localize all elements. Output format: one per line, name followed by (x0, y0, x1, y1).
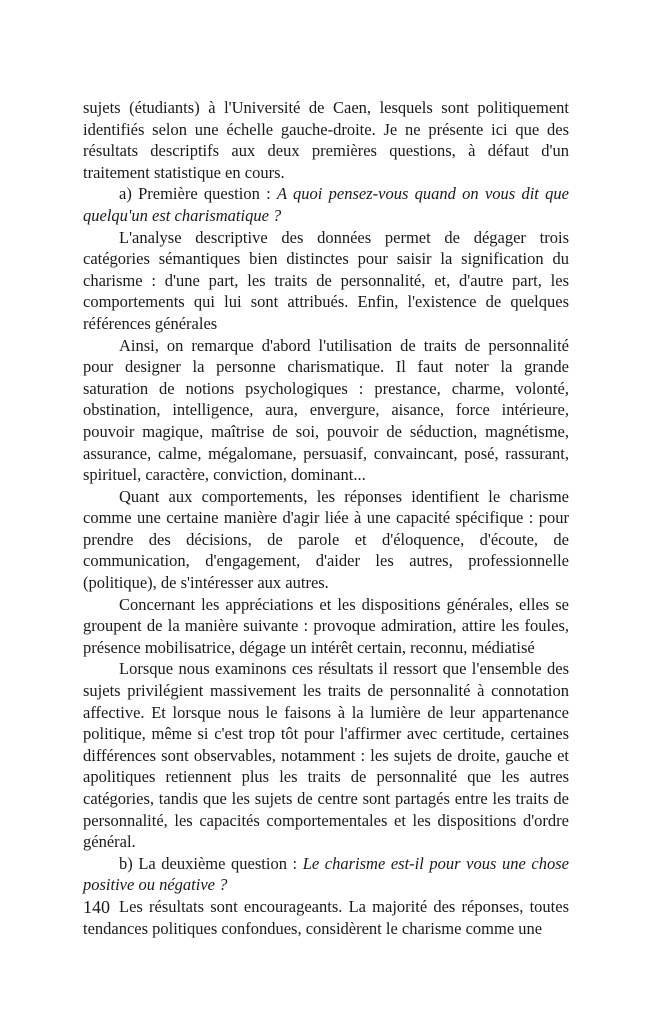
question-two-label: b) La deuxième question : (119, 853, 303, 873)
paragraph-analysis: L'analyse descriptive des données permet de dégager trois catégories sémantiques bien distinctes pour saisir la signification du charisme : d'une part, les traits de personnalité, et, d'autre part, les comportements qui lui sont attribués. Enfin, l'existence de quelques références générales (83, 227, 569, 333)
question-two (83, 853, 569, 896)
page-number: 140 (83, 897, 110, 917)
paragraph-results-encouraging: Les résultats sont encourageants. La majorité des réponses, toutes tendances politiques confondues, considèrent le charisme comme une (83, 896, 569, 938)
paragraph-personality-traits: Ainsi, on remarque d'abord l'utilisation de traits de personnalité pour designer la personne charismatique. Il faut noter la grande saturation de notions psychologiques : prestance, charme, volonté, obstination, intelligence, aura, envergure, aisance, force intérieure, pouvoir magique, maîtrise de soi, pouvoir de séduction, magnétisme, assurance, calme, mégalomane, persuasif, convaincant, posé, rassurant, spirituel, caractère, conviction, dominant... (83, 335, 569, 485)
question-one-text: A quoi pensez-vous quand on vous dit que quelqu'un est charismatique ? (83, 184, 569, 225)
paragraph-general-dispositions: Concernant les appréciations et les dispositions générales, elles se groupent de la manière suivante : provoque admiration, attire les foules, présence mobilisatrice, dégage un intérêt certain, reconnu, médiatisé (83, 594, 569, 657)
question-one (83, 183, 569, 226)
question-two-text: Le charisme est-il pour vous une chose positive ou négative ? (83, 853, 569, 895)
paragraph-behaviors: Quant aux comportements, les réponses identifient le charisme comme une certaine manière d'agir liée à une capacité spécifique : pour prendre des décisions, de parole et d'éloquence, d'écoute, de communication, d'engagement, d'aider les autres, professionnelle (politique), de s'intéresser aux autres. (83, 486, 569, 593)
paragraph-intro: sujets (étudiants) à l'Université de Caen, lesquels sont politiquement identifiés selon une échelle gauche-droite. Je ne présente ici que des résultats descriptifs aux deux premières questions, à défaut d'un traitement statistique en cours. (83, 98, 569, 182)
question-one-label: a) Première question : (119, 184, 277, 204)
page-body (83, 97, 569, 939)
paragraph-results-analysis: Lorsque nous examinons ces résultats il ressort que l'ensemble des sujets privilégient massivement les traits de personnalité à connotation affective. Et lorsque nous le faisons à la lumière de leur appartenance politique, même si c'est trop tôt pour l'affirmer avec certitude, certaines différences sont observables, notamment : les sujets de droite, gauche et apolitiques retiennent plus les traits de personnalité que les autres catégories, tandis que les sujets de centre sont partagés entre les traits de personnalité, les capacités comportementales et les dispositions d'ordre général. (83, 659, 569, 852)
